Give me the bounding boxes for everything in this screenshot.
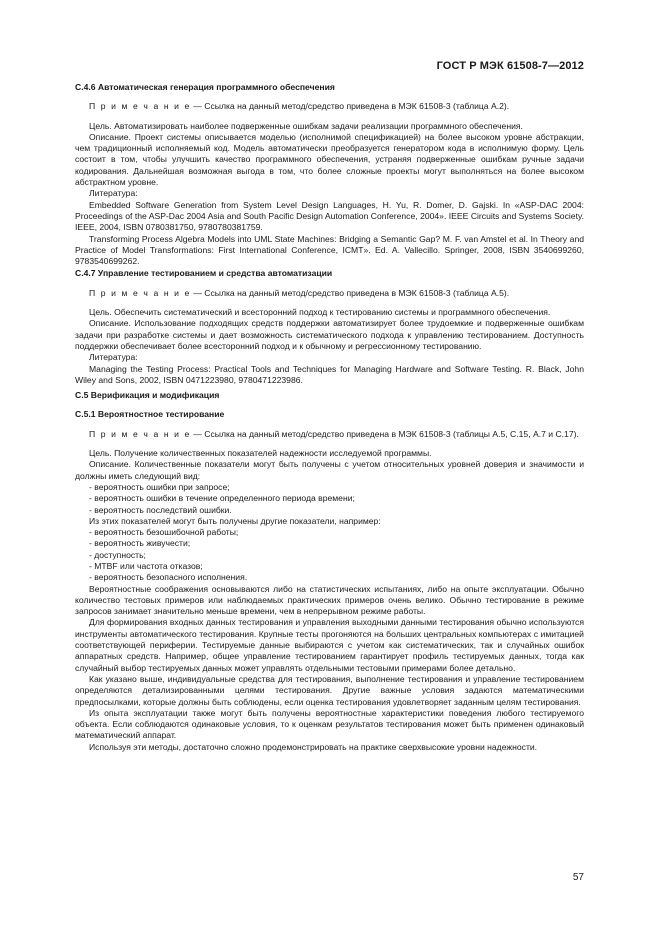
literature-label-c46: Литература: (89, 188, 138, 199)
list-item: - вероятность безошибочной работы; (75, 527, 584, 538)
section-heading-c51: C.5.1 Вероятностное тестирование (75, 409, 225, 420)
note-label: П р и м е ч а н и е (89, 428, 191, 439)
list-derived-indicators (75, 527, 584, 583)
note-c46 (75, 101, 584, 112)
list-item: - вероятность ошибки в течение определенного периода времени; (75, 493, 584, 504)
list-item: - доступность; (75, 550, 584, 561)
aim-c47: Цель. Обеспечить систематический и всесторонний подход к тестированию системы и программного обеспечения. (89, 307, 551, 318)
list-probabilities (75, 482, 584, 516)
page-number: 57 (572, 872, 584, 883)
list-item: - вероятность живучести; (75, 538, 584, 549)
list-item: - вероятность безопасного исполнения. (75, 572, 584, 583)
paragraph-operating-experience: Из опыта эксплуатации также могут быть получены вероятностные характеристики поведения любого тестируемого объекта. Если соблюдаются одинаковые условия, то к оценкам результатов тестирования может быть применен одинаковый математический аппарат. (75, 707, 584, 741)
paragraph-conclusion: Используя эти методы, достаточно сложно продемонстрировать на практике сверхвысокие уровни надежности. (89, 741, 538, 752)
aim-c51: Цель. Получение количественных показателей надежности исследуемой программы. (89, 448, 432, 459)
list-item: - MTBF или частота отказов; (75, 561, 584, 572)
document-header: ГОСТ Р МЭК 61508-7—2012 (436, 60, 584, 72)
paragraph-test-goals: Как указано выше, индивидуальные средства для тестирования, выполнение тестирования и управление тестированием определяются детализированными целями тестирования. Другие важные условия задаются математическими предпосылками, которые должны быть соблюдены, если оценка тестирования удовлетворяет заданным целям тестирования. (75, 673, 584, 707)
note-c51 (75, 429, 584, 440)
paragraph-probabilistic: Вероятностные соображения основываются либо на статистических испытаниях, либо на опыте эксплуатации. Обычно количество тестовых примеров или наблюдаемых практических примеров очень велико. Обычно тестирование в режиме запросов занимает значительно меньше времени, чем в непрерывном режиме работы. (75, 583, 584, 617)
section-heading-c5: C.5 Верификация и модификация (75, 390, 220, 401)
note-label: П р и м е ч а н и е (89, 287, 191, 298)
paragraph-test-tools: Для формирования входных данных тестирования и управления выходными данными тестирования обычно используются инструменты автоматического тестирования. Крупные тесты прогоняются на больших центральных компьютерах с имитацией соответствующей периферии. Тестируемые данные выбираются с учетом как систематических, так и случайных ошибок аппаратных средств. Например, общее управление тестированием гарантирует профиль тестируемых данных, тогда как случайный выбор тестируемых данных может управлять отдельными тестовыми примерами более детально. (75, 617, 584, 673)
reference-c47-1: Managing the Testing Process: Practical Tools and Techniques for Managing Hardware and Software Testing. R. Black, John Wiley and Sons, 2002, ISBN 0471223980, 9780471223986. (75, 363, 584, 385)
note-text: — Ссылка на данный метод/средство приведена в МЭК 61508-3 (таблицы А.5, С.15, А.7 и С.17). (190, 428, 579, 439)
note-label: П р и м е ч а н и е (89, 101, 191, 112)
other-indicators-intro: Из этих показателей могут быть получены другие показатели, например: (89, 515, 381, 526)
note-text: — Ссылка на данный метод/средство приведена в МЭК 61508-3 (таблица А.5). (190, 287, 510, 298)
reference-c46-2: Transforming Process Algebra Models into UML State Machines: Bridging a Semantic Gap? M. F. van Amstel et al. In Theory and Practice of Model Transformations: First International Conference, ICMT». Ed. A. Vallecillo. Springer, 2008, ISBN 3540699260, 9783540699262. (75, 233, 584, 267)
description-c47: Описание. Использование подходящих средств поддержки автоматизирует более трудоемкие и подверженные ошибкам задачи при разработке системы и дает возможность систематического подхода к управлению тестированием. Доступность поддержки обеспечивает более всесторонний подход и к обычному и регрессионному тестированию. (75, 318, 584, 351)
note-c47 (75, 288, 584, 299)
list-item: - вероятность ошибки при запросе; (75, 482, 584, 493)
list-item: - вероятность последствий ошибки. (75, 505, 584, 516)
section-heading-c46: C.4.6 Автоматическая генерация программного обеспечения (75, 82, 335, 92)
section-heading-c47: C.4.7 Управление тестированием и средства автоматизации (75, 268, 333, 279)
description-c46: Описание. Проект системы описывается моделью (исполнимой спецификацией) на более высоком уровне абстракции, чем традиционный исполняемый код. Модель автоматически преобразуется генератором кода в исполнимую форму. Цель состоит в том, чтобы улучшить качество программного обеспечения, устраняя подверженные ошибкам ручные задачи кодирования. Дальнейшая возможная выгода в том, что более сложные проекты могут выполняться на более высоком абстрактном уровне. (75, 131, 584, 188)
literature-label-c47: Литература: (89, 352, 138, 363)
aim-c46: Цель. Автоматизировать наиболее подверженные ошибкам задачи реализации программного обеспечения. (89, 120, 523, 131)
page-content (75, 82, 584, 753)
description-c51: Описание. Количественные показатели могут быть получены с учетом относительных уровней доверия и значимости и должны иметь следующий вид: (75, 459, 584, 481)
note-text: — Ссылка на данный метод/средство приведена в МЭК 61508-3 (таблица А.2). (190, 101, 510, 112)
reference-c46-1: Embedded Software Generation from System Level Design Languages, H. Yu, R. Domer, D. Gajski. In «ASP-DAC 2004: Proceedings of the ASP-Dac 2004 Asia and South Pacific Design Automation Conference, 2004». IEEE Circuits and Systems Society. IEEE, 2004, ISBN 0780381750, 9780780381759. (75, 199, 584, 233)
